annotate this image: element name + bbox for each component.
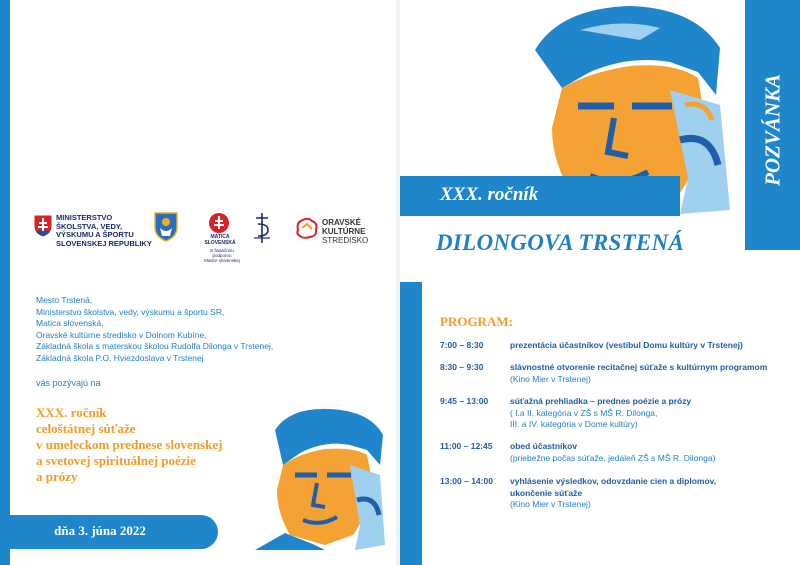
matica-slovenska-logo-icon: [208, 212, 230, 234]
inviter-line: Matica slovenská,: [36, 318, 104, 328]
trstena-coat-of-arms-icon: [154, 212, 178, 242]
program-title: PROGRAM:: [440, 314, 513, 329]
program-desc: obed účastníkov (priebežne počas súťaže, jedáleň ZŠ s MŠ R. Dilonga): [510, 441, 716, 463]
portrait-illustration-small: [255, 405, 390, 550]
program-side-bar: [400, 282, 422, 565]
slovak-coat-of-arms-icon: [33, 214, 53, 238]
event-date: dňa 3. júna 2022: [54, 523, 146, 538]
oks-logo-icon: [294, 216, 320, 240]
program-time: 13:00 – 14:00: [440, 476, 493, 486]
inviter-line: Mesto Trstená,: [36, 295, 93, 305]
school-monogram-icon: [250, 212, 274, 244]
program-time: 9:45 – 13:00: [440, 396, 489, 406]
matica-logo-text: MATICA SLOVENSKÁ: [204, 234, 236, 246]
main-title: DILONGOVA TRSTENÁ: [436, 230, 685, 255]
inviter-line: Základná škola P.O. Hviezdoslava v Trstenej: [36, 352, 204, 363]
event-subtitle: XXX. ročník celoštátnej súťaže v umeleckom prednese slovenskej a svetovej spirituálnej poézie a prózy: [36, 405, 223, 484]
matica-support-text: S finančnou podporou Matice slovenskej: [204, 248, 240, 263]
pozvanka-label: POZVÁNKA: [760, 73, 785, 187]
inviter-line: Oravské kultúrne stredisko v Dolnom Kubíne,: [36, 329, 207, 340]
left-edge-bar: [0, 0, 10, 565]
invite-text: vás pozývajú na: [36, 378, 101, 388]
program-desc: súťažná prehliadka – prednes poézie a prózy ( I.a II. kategória v ZŠ s MŠ R. Dilonga, III. a IV. kategória v Dome kultúry): [510, 396, 692, 429]
ministry-logo-text: MINISTERSTVO ŠKOLSTVA, VEDY, VÝSKUMU A ŠPORTU SLOVENSKEJ REPUBLIKY: [56, 213, 152, 248]
pozvanka-label-wrap: [746, 15, 800, 245]
program-desc: prezentácia účastníkov (vestibul Domu kultúry v Trstenej): [510, 340, 743, 350]
program-desc: vyhlásenie výsledkov, odovzdanie cien a diplomov, ukončenie súťaže (Kino Mier v Trstenej): [510, 476, 717, 509]
inviters-list: [36, 295, 273, 364]
inviter-line: Ministerstvo školstva, vedy, výskumu a športu SR,: [36, 306, 225, 317]
program-time: 8:30 – 9:30: [440, 362, 484, 372]
oks-logo-text: ORAVSKÉ KULTÚRNE STREDISKO: [322, 218, 369, 245]
program-time: 7:00 – 8:30: [440, 340, 484, 350]
partner-logos: [30, 212, 390, 262]
program-time: 11:00 – 12:45: [440, 441, 493, 451]
program-desc: slávnostné otvorenie recitačnej súťaže s kultúrnym programom (Kino Mier v Trstenej): [510, 362, 768, 384]
edition-label: XXX. ročník: [440, 184, 539, 205]
inviter-line: Základná škola s materskou školou Rudolfa Dilonga v Trstenej,: [36, 341, 274, 351]
